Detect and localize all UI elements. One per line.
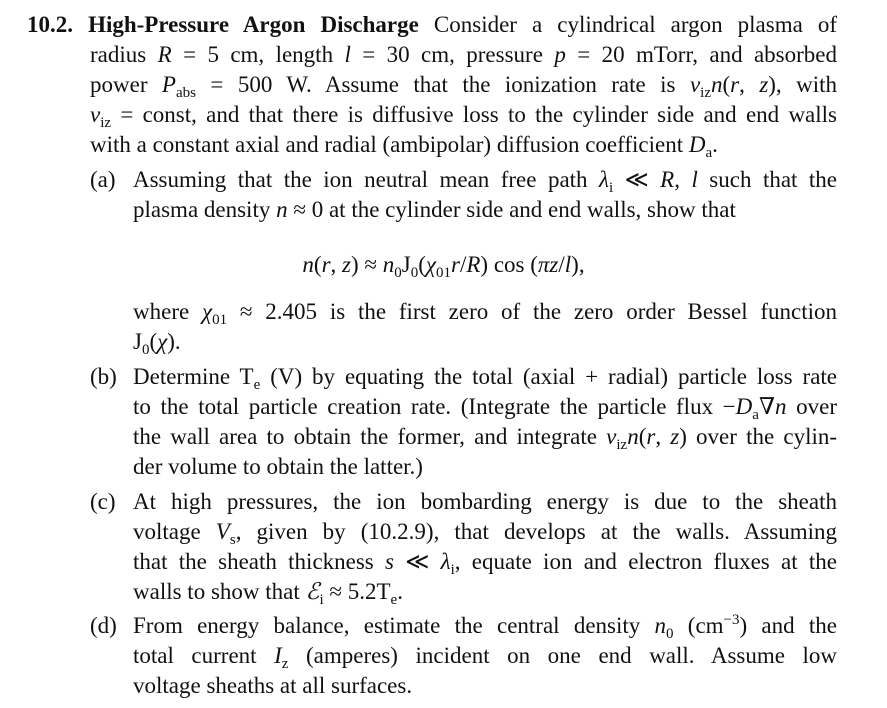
part-d-label: (d)	[90, 613, 117, 638]
part-b-label: (b)	[90, 364, 117, 389]
problem-title: High-Pressure Argon Discharge	[88, 12, 419, 37]
intro-line-4: $\nu_{iz}$ = const, and that there is diffusive loss to the cylinder side and end walls	[90, 102, 837, 131]
problem-number: 10.2.	[27, 12, 73, 37]
part-c-line-4: walls to show that ℰ$_i$ ≈ $5.2T_e$.	[133, 579, 403, 608]
intro-line-1: Consider a cylindrical argon plasma of	[433, 12, 838, 37]
part-a-after-line-2: $J_0(\chi)$.	[133, 329, 181, 358]
intro-line-3: power $P_{abs} = 500$ W. Assume that the ionization rate is $\nu_{iz}n(r$, z), with	[90, 72, 837, 101]
part-c-label: (c)	[90, 489, 116, 514]
part-a-equation: n(r, $z) \approx n_0J_0(\chi_{01}r/R)$ cos (πz/l),	[302, 252, 585, 281]
part-b-line-3: the wall area to obtain the former, and integrate $\nu_{iz}n(r$, z) over the cylin-	[133, 424, 838, 453]
intro-line-5: with a constant axial and radial (ambipolar) diffusion coefficient $D_a$.	[90, 132, 718, 161]
part-b-line-1: (b) Determine $T_e$ (V) by equating the total (axial + radial) particle loss rate	[90, 364, 837, 393]
part-a-line-2: plasma density n ≈ 0 at the cylinder side and end walls, show that	[133, 197, 736, 222]
part-c-line-3: that the sheath thickness s ≪ $\lambda_i$, equate ion and electron fluxes at the	[133, 549, 837, 578]
part-a-line-1: (a) Assuming that the ion neutral mean free path $\lambda_i$ ≪ R, l such that the	[90, 167, 837, 196]
part-d-line-1: (d) From energy balance, estimate the central density $n_0$ $(cm^{-3})$ and the	[90, 612, 837, 642]
part-c-line-1	[90, 487, 837, 517]
problem-heading-line	[27, 10, 837, 40]
part-b-line-2: to the total particle creation rate. (Integrate the particle flux $-D_a\nabla n$ over	[133, 394, 837, 423]
part-b-line-4: der volume to obtain the latter.)	[133, 454, 423, 479]
part-d-line-2: total current $I_z$ (amperes) incident on one end wall. Assume low	[133, 643, 837, 672]
part-c-line-2: voltage $V_s$, given by (10.2.9), that develops at the walls. Assuming	[133, 519, 838, 548]
intro-line-2: radius R = 5 cm, length l = 30 cm, pressure p = 20 mTorr, and absorbed	[90, 42, 837, 67]
part-a-after-line-1: where $\chi_{01} \approx 2.405$ is the first zero of the zero order Bessel function	[133, 299, 838, 328]
part-c-line-1-text: At high pressures, the ion bombarding energy is due to the sheath	[133, 489, 837, 514]
part-d-line-3: voltage sheaths at all surfaces.	[133, 673, 413, 698]
part-a-label: (a)	[90, 167, 116, 192]
